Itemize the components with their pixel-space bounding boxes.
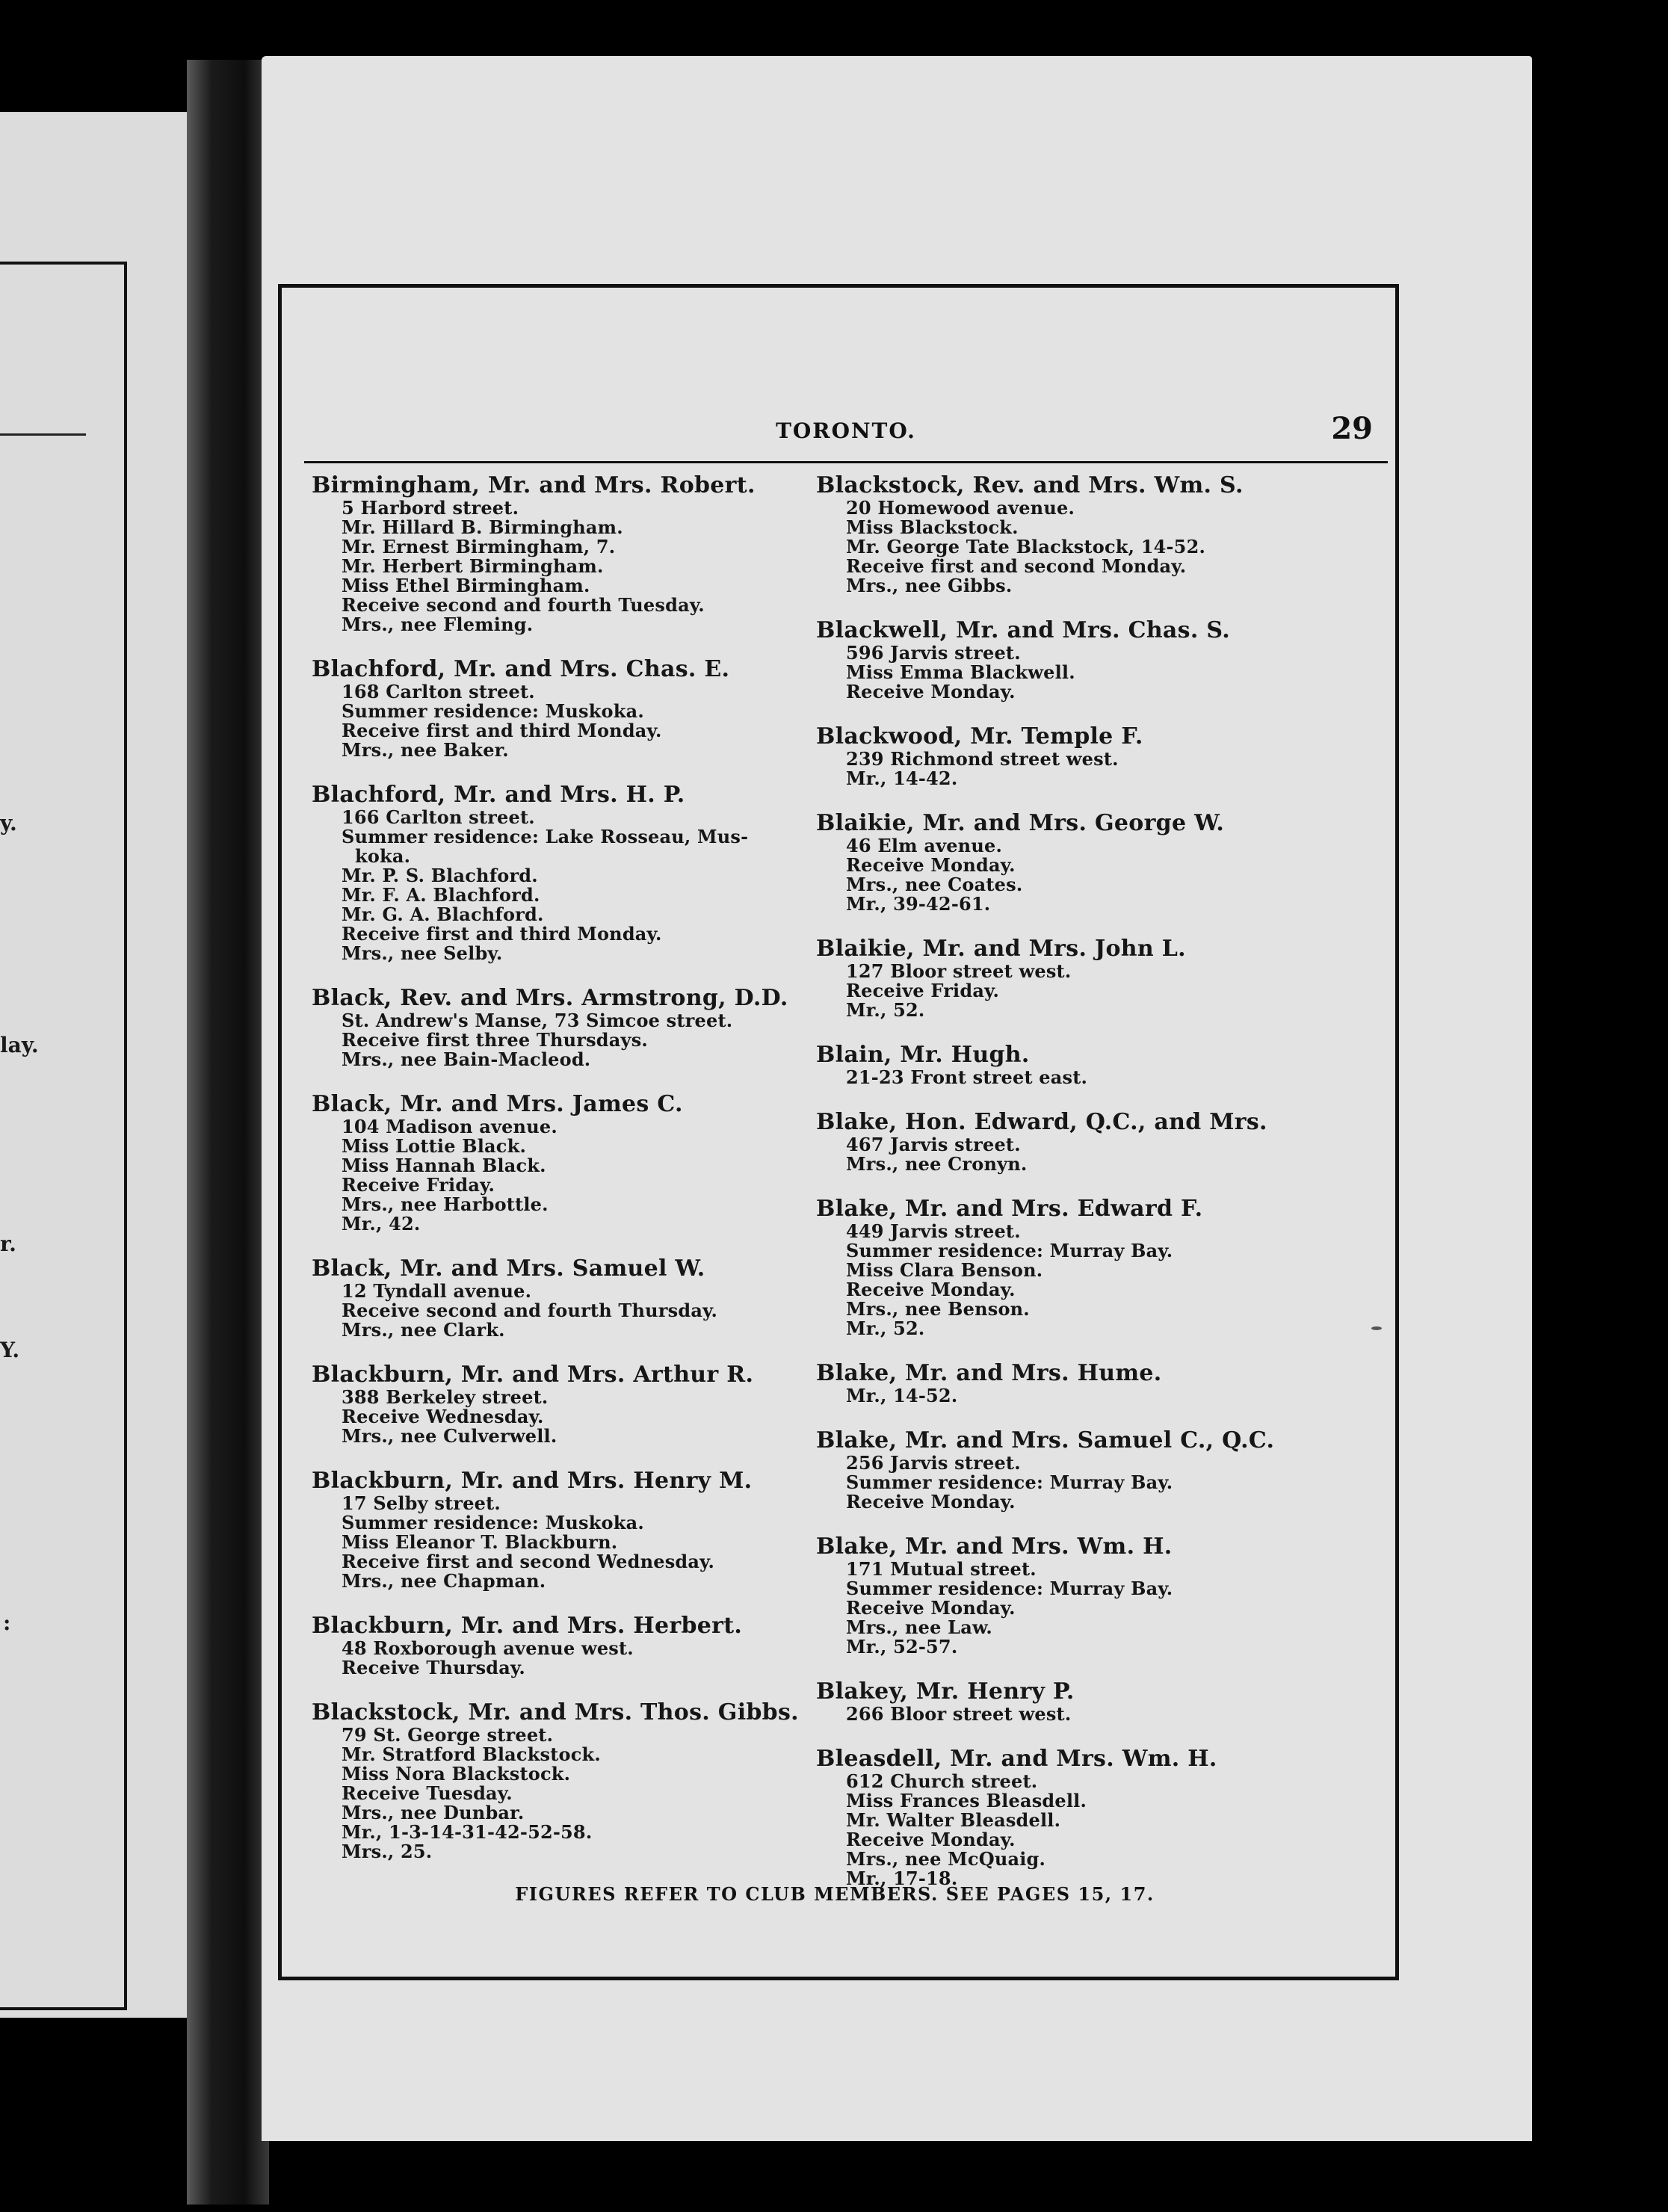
directory-entry: [312, 1256, 820, 1340]
entry-detail: 168 Carlton street.: [342, 681, 535, 702]
entry-detail: Miss Lottie Black.: [342, 1135, 527, 1157]
entry-detail: Mrs., nee Benson.: [846, 1298, 1030, 1320]
entry-detail: Mrs., nee Law.: [846, 1616, 992, 1638]
entry-detail: Receive second and fourth Tuesday.: [342, 594, 705, 616]
entry-detail: 12 Tyndall avenue.: [342, 1280, 532, 1302]
entry-detail: Mrs., 25.: [342, 1841, 433, 1862]
directory-entry: [312, 657, 820, 760]
entry-detail: Mrs., nee Clark.: [342, 1319, 505, 1341]
entry-detail: Mr. Stratford Blackstock.: [342, 1743, 601, 1765]
entry-detail: Mrs., nee Cronyn.: [846, 1153, 1028, 1175]
directory-entry: [816, 1428, 1324, 1512]
entry-detail: 388 Berkeley street.: [342, 1386, 549, 1408]
entry-detail: Mr. Walter Bleasdell.: [846, 1809, 1061, 1831]
directory-entry: [312, 1700, 820, 1862]
directory-entry: [816, 1042, 1324, 1087]
entry-detail: Mrs., nee Gibbs.: [846, 575, 1013, 596]
entry-detail: Receive Monday.: [846, 681, 1016, 702]
column-right: [816, 473, 1324, 1911]
entry-detail: Summer residence: Muskoka.: [342, 700, 644, 722]
previous-page-fragment: y.: [0, 811, 17, 835]
running-title: TORONTO.: [776, 418, 916, 443]
entry-detail: Summer residence: Lake Rosseau, Mus-: [342, 826, 749, 847]
entry-detail: Mrs., nee Harbottle.: [342, 1193, 549, 1215]
page-number: 29: [1331, 411, 1373, 446]
directory-entry: [816, 1196, 1324, 1338]
entry-detail: Mrs., nee Baker.: [342, 739, 509, 761]
entry-detail: Mrs., nee Culverwell.: [342, 1425, 557, 1447]
entry-detail: Receive Monday.: [846, 1597, 1016, 1619]
previous-page-fragment: Y.: [0, 1338, 20, 1362]
previous-page-rule: [0, 433, 86, 436]
entry-detail: Receive Thursday.: [342, 1657, 525, 1678]
entry-detail: Miss Clara Benson.: [846, 1259, 1043, 1281]
entry-detail: 596 Jarvis street.: [846, 642, 1021, 664]
entry-name: Blackwell, Mr. and Mrs. Chas. S.: [816, 617, 1230, 643]
column-left: [312, 473, 820, 1884]
entry-detail: Receive Friday.: [342, 1174, 495, 1196]
entry-detail: Mr., 1-3-14-31-42-52-58.: [342, 1821, 593, 1843]
entry-detail: Mr., 42.: [342, 1213, 421, 1235]
entry-detail: 79 St. George street.: [342, 1724, 554, 1746]
entry-detail: Miss Eleanor T. Blackburn.: [342, 1531, 618, 1553]
entry-name: Black, Mr. and Mrs. Samuel W.: [312, 1255, 705, 1282]
directory-entry: [312, 1092, 820, 1234]
entry-name: Birmingham, Mr. and Mrs. Robert.: [312, 472, 756, 498]
entry-detail: Mr., 39-42-61.: [846, 893, 991, 915]
entry-detail: Summer residence: Murray Bay.: [846, 1471, 1173, 1493]
entry-detail: Receive Tuesday.: [342, 1782, 513, 1804]
entry-detail: Receive first and third Monday.: [342, 720, 662, 741]
entry-detail: Mr. Ernest Birmingham, 7.: [342, 536, 616, 557]
entry-detail: Miss Frances Bleasdell.: [846, 1790, 1087, 1811]
entry-name: Blake, Mr. and Mrs. Wm. H.: [816, 1533, 1173, 1560]
entry-detail: Receive Monday.: [846, 1829, 1016, 1850]
entry-name: Blackstock, Rev. and Mrs. Wm. S.: [816, 472, 1244, 498]
footer-note: FIGURES REFER TO CLUB MEMBERS. SEE PAGES 15, 17.: [515, 1883, 1155, 1905]
directory-entry: [816, 811, 1324, 914]
entry-detail: Receive Friday.: [846, 980, 1000, 1001]
entry-name: Blake, Mr. and Mrs. Samuel C., Q.C.: [816, 1427, 1275, 1453]
entry-detail: Miss Blackstock.: [846, 516, 1019, 538]
entry-detail: Miss Ethel Birmingham.: [342, 575, 590, 596]
entry-detail: 449 Jarvis street.: [846, 1220, 1021, 1242]
entry-name: Blake, Mr. and Mrs. Edward F.: [816, 1196, 1203, 1222]
entry-name: Black, Rev. and Mrs. Armstrong, D.D.: [312, 985, 788, 1011]
entry-detail: Summer residence: Muskoka.: [342, 1512, 644, 1533]
directory-page: [262, 56, 1532, 2141]
entry-name: Blake, Hon. Edward, Q.C., and Mrs.: [816, 1109, 1267, 1135]
entry-detail: Miss Emma Blackwell.: [846, 661, 1075, 683]
directory-entry: [816, 724, 1324, 788]
directory-entry: [312, 1362, 820, 1446]
entry-detail: Receive first three Thursdays.: [342, 1029, 648, 1051]
entry-detail: Summer residence: Murray Bay.: [846, 1578, 1173, 1599]
directory-entry: [816, 1679, 1324, 1724]
entry-detail: Receive Monday.: [846, 1491, 1016, 1513]
entry-detail: koka.: [355, 845, 411, 867]
page-header: [304, 411, 1388, 456]
directory-entry: [816, 936, 1324, 1020]
directory-entry: [312, 473, 820, 634]
directory-entry: [312, 1468, 820, 1591]
entry-detail: Receive first and second Monday.: [846, 555, 1187, 577]
page-border: [278, 284, 1399, 1980]
entry-detail: Receive first and third Monday.: [342, 923, 662, 945]
entry-detail: 5 Harbord street.: [342, 497, 519, 519]
entry-detail: 166 Carlton street.: [342, 806, 535, 828]
book-gutter: [187, 60, 269, 2205]
entry-name: Blackstock, Mr. and Mrs. Thos. Gibbs.: [312, 1699, 799, 1726]
entry-detail: Mrs., nee Fleming.: [342, 614, 534, 635]
entry-detail: 104 Madison avenue.: [342, 1116, 557, 1137]
entry-name: Blachford, Mr. and Mrs. Chas. E.: [312, 656, 730, 682]
entry-detail: Mr. Herbert Birmingham.: [342, 555, 604, 577]
previous-page-fragment: lay.: [0, 1033, 39, 1057]
entry-name: Blain, Mr. Hugh.: [816, 1042, 1030, 1068]
entry-detail: 21-23 Front street east.: [846, 1066, 1088, 1088]
entry-detail: Mr., 52.: [846, 999, 925, 1021]
entry-name: Blakey, Mr. Henry P.: [816, 1678, 1075, 1705]
entry-detail: Mrs., nee Coates.: [846, 874, 1023, 895]
directory-entry: [816, 473, 1324, 596]
entry-detail: Receive Monday.: [846, 1279, 1016, 1300]
entry-detail: 17 Selby street.: [342, 1492, 501, 1514]
directory-entry: [312, 1613, 820, 1678]
entry-name: Blaikie, Mr. and Mrs. John L.: [816, 936, 1186, 962]
entry-name: Blaikie, Mr. and Mrs. George W.: [816, 810, 1225, 836]
entry-detail: Mrs., nee Bain-Macleod.: [342, 1048, 591, 1070]
entry-detail: Mr., 52-57.: [846, 1636, 958, 1658]
entry-detail: Mr. G. A. Blachford.: [342, 903, 544, 925]
entry-name: Blackwood, Mr. Temple F.: [816, 723, 1143, 750]
entry-detail: Mr., 52.: [846, 1317, 925, 1339]
directory-entry: [312, 782, 820, 963]
entry-detail: Mr. Hillard B. Birmingham.: [342, 516, 623, 538]
entry-name: Bleasdell, Mr. and Mrs. Wm. H.: [816, 1746, 1217, 1772]
entry-name: Blackburn, Mr. and Mrs. Herbert.: [312, 1613, 743, 1639]
entry-detail: 48 Roxborough avenue west.: [342, 1637, 634, 1659]
entry-detail: 20 Homewood avenue.: [846, 497, 1075, 519]
entry-detail: Receive second and fourth Thursday.: [342, 1300, 718, 1321]
entry-detail: 171 Mutual street.: [846, 1558, 1037, 1580]
entry-detail: St. Andrew's Manse, 73 Simcoe street.: [342, 1010, 733, 1031]
entry-detail: 467 Jarvis street.: [846, 1134, 1021, 1155]
previous-page-fragment: :: [3, 1610, 11, 1635]
entry-detail: Receive first and second Wednesday.: [342, 1551, 715, 1572]
entry-detail: 256 Jarvis street.: [846, 1452, 1021, 1474]
entry-detail: Mrs., nee Selby.: [342, 942, 503, 964]
entry-detail: Mr., 17-18.: [846, 1867, 958, 1889]
entry-name: Blackburn, Mr. and Mrs. Henry M.: [312, 1468, 753, 1494]
entry-detail: Mr. F. A. Blachford.: [342, 884, 540, 906]
entry-name: Blackburn, Mr. and Mrs. Arthur R.: [312, 1362, 754, 1388]
entry-detail: 266 Bloor street west.: [846, 1703, 1072, 1725]
entry-detail: 612 Church street.: [846, 1770, 1038, 1792]
entry-detail: Summer residence: Murray Bay.: [846, 1240, 1173, 1261]
entry-detail: Mrs., nee Dunbar.: [342, 1802, 525, 1823]
entry-name: Black, Mr. and Mrs. James C.: [312, 1091, 683, 1117]
entry-detail: Mr., 14-42.: [846, 767, 958, 789]
header-rule: [304, 461, 1388, 463]
entry-detail: 46 Elm avenue.: [846, 835, 1003, 856]
previous-page-fragment: r.: [0, 1232, 16, 1256]
directory-entry: [816, 1746, 1324, 1888]
entry-detail: 127 Bloor street west.: [846, 960, 1072, 982]
entry-detail: Receive Wednesday.: [342, 1406, 544, 1427]
entry-detail: Receive Monday.: [846, 854, 1016, 876]
directory-entry: [816, 618, 1324, 702]
directory-entry: [312, 986, 820, 1069]
directory-entry: [816, 1110, 1324, 1174]
entry-name: Blachford, Mr. and Mrs. H. P.: [312, 782, 685, 808]
entry-detail: Mr., 14-52.: [846, 1385, 958, 1406]
entry-detail: Miss Hannah Black.: [342, 1155, 546, 1176]
print-speck: [1371, 1326, 1382, 1330]
entry-detail: Miss Nora Blackstock.: [342, 1763, 571, 1785]
directory-entry: [816, 1534, 1324, 1657]
entry-detail: 239 Richmond street west.: [846, 748, 1119, 770]
previous-page: [0, 112, 187, 2018]
entry-name: Blake, Mr. and Mrs. Hume.: [816, 1360, 1162, 1386]
entry-detail: Mrs., nee McQuaig.: [846, 1848, 1046, 1870]
directory-entry: [816, 1361, 1324, 1406]
entry-detail: Mr. P. S. Blachford.: [342, 865, 538, 886]
entry-detail: Mrs., nee Chapman.: [342, 1570, 546, 1592]
entry-detail: Mr. George Tate Blackstock, 14-52.: [846, 536, 1206, 557]
previous-page-frame: [0, 262, 127, 2010]
